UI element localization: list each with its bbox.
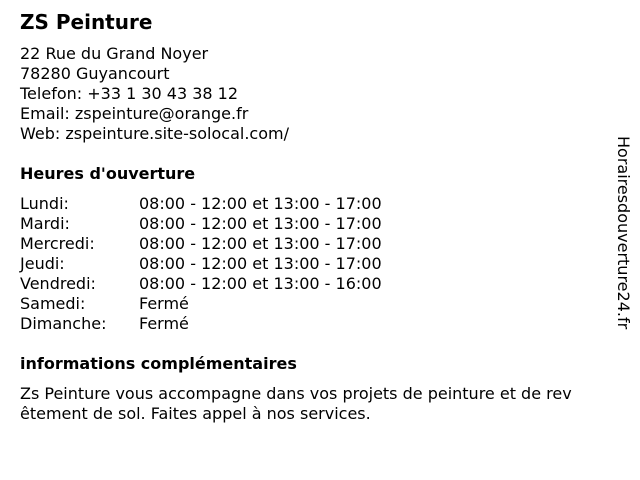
phone-number: Telefon: +33 1 30 43 38 12: [20, 84, 239, 103]
day-label: Samedi:: [20, 294, 86, 313]
day-label: Vendredi:: [20, 274, 96, 293]
hours-row-tuesday: [20, 214, 440, 234]
email-address: Email: zspeinture@orange.fr: [20, 104, 249, 123]
opening-hours-table: [20, 194, 440, 334]
day-hours: 08:00 - 12:00 et 13:00 - 16:00: [139, 274, 382, 293]
day-label: Dimanche:: [20, 314, 107, 333]
website: Web: zspeinture.site-solocal.com/: [20, 124, 289, 143]
site-watermark-text: Horairesdouverture24.fr: [614, 136, 633, 330]
day-hours: 08:00 - 12:00 et 13:00 - 17:00: [139, 194, 382, 213]
contact-details: [20, 44, 289, 144]
street-address: 22 Rue du Grand Noyer: [20, 44, 209, 63]
day-hours: 08:00 - 12:00 et 13:00 - 17:00: [139, 254, 382, 273]
description-line: êtement de sol. Faites appel à nos services.: [20, 404, 371, 423]
day-label: Mercredi:: [20, 234, 95, 253]
business-description: [20, 384, 620, 424]
day-hours: 08:00 - 12:00 et 13:00 - 17:00: [139, 234, 382, 253]
day-hours: Fermé: [139, 294, 189, 313]
site-watermark: [613, 136, 633, 346]
hours-row-monday: [20, 194, 440, 214]
opening-hours-heading: Heures d'ouverture: [20, 164, 196, 183]
description-line: Zs Peinture vous accompagne dans vos projets de peinture et de rev: [20, 384, 572, 403]
hours-row-saturday: [20, 294, 440, 314]
hours-row-friday: [20, 274, 440, 294]
day-label: Lundi:: [20, 194, 69, 213]
business-name: ZS Peinture: [20, 10, 153, 34]
hours-row-wednesday: [20, 234, 440, 254]
additional-info-heading: informations complémentaires: [20, 354, 297, 373]
hours-row-thursday: [20, 254, 440, 274]
day-hours: Fermé: [139, 314, 189, 333]
day-label: Mardi:: [20, 214, 70, 233]
hours-row-sunday: [20, 314, 440, 334]
postal-city: 78280 Guyancourt: [20, 64, 170, 83]
day-label: Jeudi:: [20, 254, 65, 273]
day-hours: 08:00 - 12:00 et 13:00 - 17:00: [139, 214, 382, 233]
